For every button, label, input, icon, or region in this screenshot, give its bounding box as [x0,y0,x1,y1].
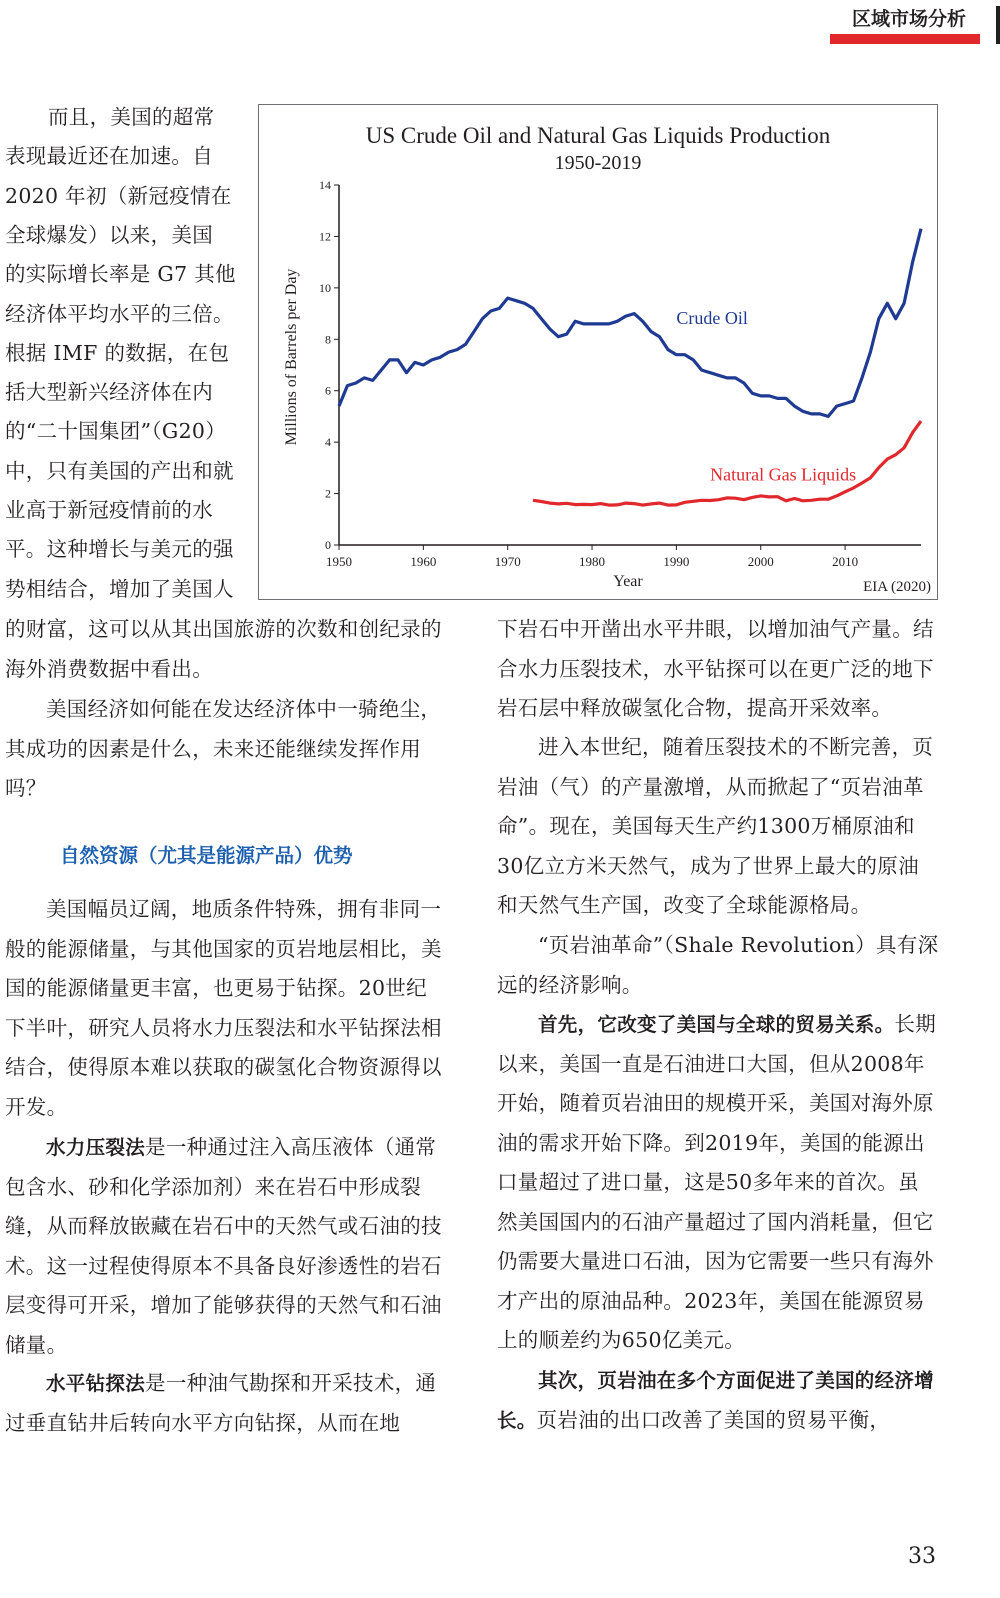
section-heading: 自然资源（尤其是能源产品）优势 [60,844,353,867]
chart-y-tick-label: 10 [319,280,331,295]
right-paragraph-2: “页岩油革命”（Shale Revolution）具有深远的经济影响。 [497,933,939,997]
chart-y-tick-label: 12 [319,229,331,244]
left-paragraph-1: 美国幅员辽阔，地质条件特殊，拥有非同一般的能源储量，与其他国家的页岩地层相比，美国的能源储量更丰富，也更易于钻探。20世纪下半叶，研究人员将水力压裂法和水平钻探法相结合，使得原本难以获取的碳氢化合物资源得以开发。 [5,897,442,1119]
chart-x-tick-label: 1990 [663,554,690,569]
left-top-line: 的“二十国集团”（G20） [5,419,227,444]
chart-y-tick-label: 0 [325,538,331,552]
right-paragraph-4-text: 页岩油的出口改善了美国的贸易平衡， [536,1407,891,1432]
right-paragraph-1: 进入本世纪，随着压裂技术的不断完善，页岩油（气）的产量激增，从而掀起了“页岩油革命”。现在，美国每天生产约1300万桶原油和30亿立方米天然气，成为了世界上最大的原油和天然气生产国，改变了全球能源格局。 [497,735,934,917]
chart-title: US Crude Oil and Natural Gas Liquids Production [365,123,831,148]
left-top-line: 经济体平均水平的三倍。 [5,301,234,326]
page-number: 33 [908,1544,936,1569]
chart-annotation: Crude Oil [676,307,748,328]
chart-series-line-crude-oil [339,229,921,417]
chart-annotation: Natural Gas Liquids [710,464,857,485]
left-top-line: 的实际增长率是 G7 其他 [5,262,236,287]
chart-x-tick-label: 1960 [410,554,437,569]
chart-series-line-natural-gas-liquids [533,421,921,505]
chart-y-axis-label: Millions of Barrels per Day [283,268,300,446]
section-title: 区域市场分析 [851,8,966,30]
left-top-line: 括大型新兴经济体在内 [5,380,213,405]
chart-y-tick-label: 6 [325,383,331,398]
chart-svg [259,105,937,599]
left-top-line: 根据 IMF 的数据，在包 [5,340,230,365]
production-chart [258,104,938,600]
right-paragraph-0: 下岩石中开凿出水平井眼，以增加油气产量。结合水力压裂技术，水平钻探可以在更广泛的地下岩石层中释放碳氢化合物，提高开采效率。 [497,617,934,720]
right-paragraph-4-lead: 其次，页岩油在多个方面促进了美国的经济增长。 [497,1369,935,1432]
chart-y-tick-label: 4 [325,435,331,450]
right-paragraph-4 [497,1361,939,1440]
left-top-line: 势相结合，增加了美国人 [5,576,234,601]
chart-source: EIA (2020) [863,579,931,595]
chart-y-tick-label: 8 [325,332,331,347]
left-top-line: 中，只有美国的产出和就 [5,458,234,483]
right-paragraph-3-lead: 首先，它改变了美国与全球的贸易关系。 [538,1013,895,1036]
header-edge-mark [996,6,1000,44]
section-header [830,6,980,44]
left-paragraph-3-text: 是一种油气勘探和开采技术，通过垂直钻井后转向水平方向钻探，从而在地 [5,1371,437,1435]
chart-y-tick-label: 2 [325,486,331,501]
section-title-bar [830,34,980,44]
chart-y-tick-label: 14 [319,178,331,192]
chart-x-axis-label: Year [613,573,643,590]
right-paragraph-3-text: 长期以来，美国一直是石油进口大国，但从2008年开始，随着页岩油田的规模开采，美国对海外原油的需求开始下降。到2019年，美国的能源出口量超过了进口量，这是50多年来的首次。虽然美国国内的石油产量超过了国内消耗量，但它仍需要大量进口石油，因为它需要一些只有海外才产出的原油品种。2023年，美国在能源贸易上的顺差约为650亿美元。 [497,1012,937,1352]
left-top-line: 表现最近还在加速。自 [5,144,213,169]
chart-x-tick-label: 1980 [579,554,606,569]
left-question-paragraph: 美国经济如何能在发达经济体中一骑绝尘，其成功的因素是什么，未来还能继续发挥作用吗？ [5,697,442,800]
chart-x-tick-label: 1970 [494,554,521,569]
chart-x-tick-label: 2010 [832,554,859,569]
left-paragraph-2 [5,1128,445,1365]
left-top-line: 平。这种增长与美元的强 [5,537,234,562]
left-paragraph-2-text: 是一种通过注入高压液体（通常包含水、砂和化学添加剂）来在岩石中形成裂缝，从而释放嵌藏在岩石中的天然气或石油的技术。这一过程使得原本不具备良好渗透性的岩石层变得可开采，增加了能够获得的天然气和石油储量。 [5,1135,442,1357]
left-top-line: 而且，美国的超常 [48,105,215,129]
left-top-line: 全球爆发）以来，美国 [5,222,213,247]
chart-subtitle: 1950-2019 [554,152,642,174]
chart-x-tick-label: 1950 [326,554,352,569]
term-fracking: 水力压裂法 [46,1136,146,1159]
right-paragraph-3 [497,1005,939,1361]
left-continuation-paragraph: 的财富，这可以从其出国旅游的次数和创纪录的海外消费数据中看出。 [5,617,442,681]
left-top-line: 业高于新冠疫情前的水 [5,498,213,522]
term-horizontal-drilling: 水平钻探法 [46,1372,146,1395]
left-top-line: 2020 年初（新冠疫情在 [5,183,232,208]
left-paragraph-3 [5,1364,445,1443]
chart-x-tick-label: 2000 [747,554,774,569]
